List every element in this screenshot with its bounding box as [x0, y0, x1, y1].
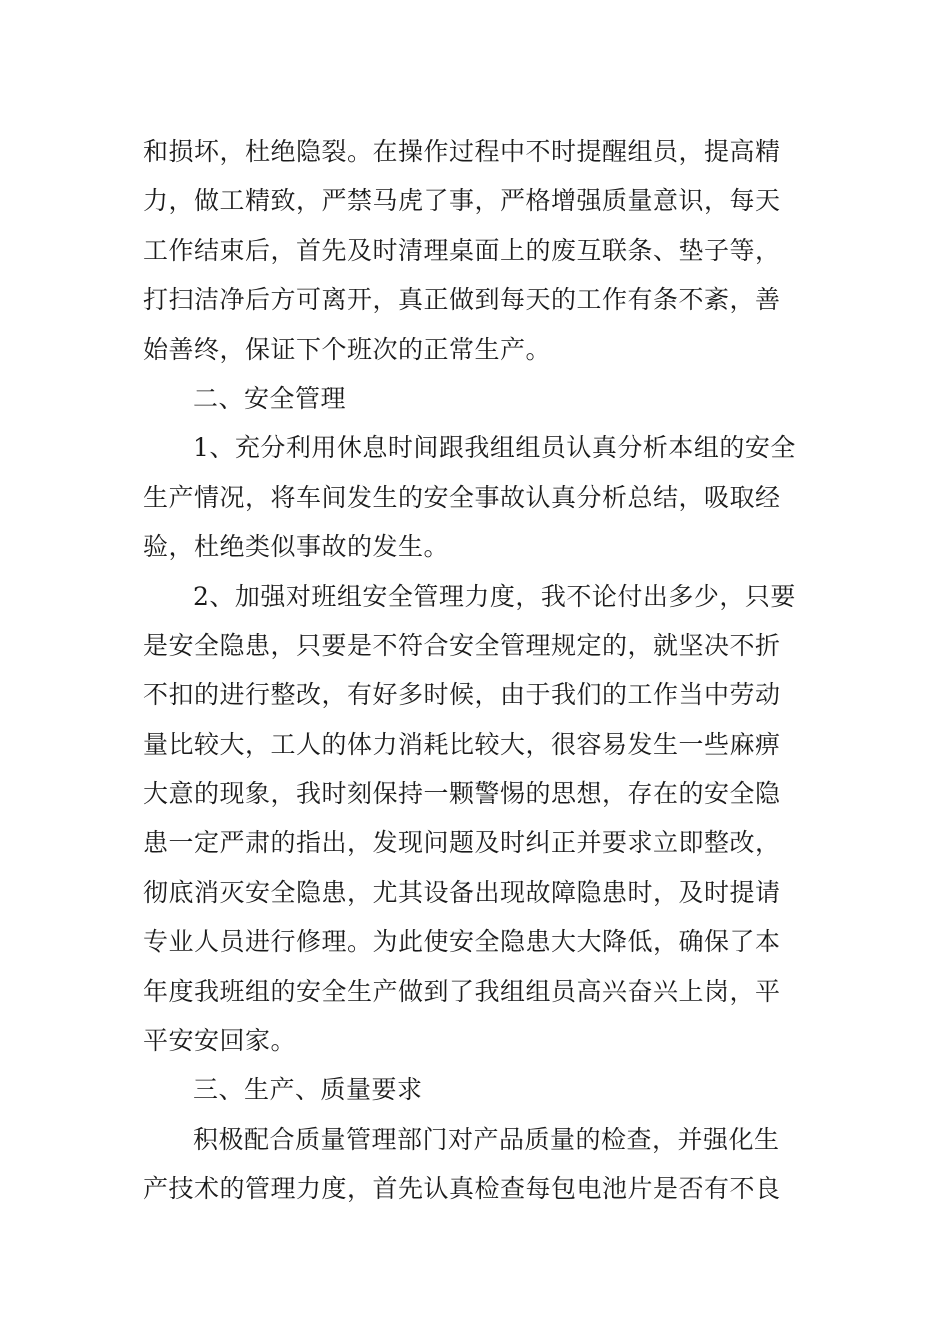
text-line: 彻底消灭安全隐患，尤其设备出现故障隐患时，及时提请	[143, 877, 781, 907]
text-line: 产技术的管理力度，首先认真检查每包电池片是否有不良	[143, 1174, 781, 1204]
document-body	[143, 127, 808, 1214]
text-line: 三、生产、质量要求	[193, 1075, 423, 1105]
text-line: 2、加强对班组安全管理力度，我不论付出多少，只要	[193, 581, 796, 611]
text-line: 打扫洁净后方可离开，真正做到每天的工作有条不紊，善	[143, 285, 781, 315]
text-line: 工作结束后，首先及时清理桌面上的废互联条、垫子等，	[143, 235, 781, 265]
text-line: 力，做工精致，严禁马虎了事，严格增强质量意识，每天	[143, 186, 781, 216]
text-line: 平安安回家。	[143, 1026, 297, 1056]
text-line: 专业人员进行修理。为此使安全隐患大大降低，确保了本	[143, 927, 781, 957]
text-line: 验，杜绝类似事故的发生。	[143, 532, 450, 562]
text-line: 始善终，保证下个班次的正常生产。	[143, 334, 552, 364]
text-line: 二、安全管理	[193, 383, 347, 413]
text-line: 不扣的进行整改，有好多时候，由于我们的工作当中劳动	[143, 680, 781, 710]
text-line: 是安全隐患，只要是不符合安全管理规定的，就坚决不折	[143, 630, 781, 660]
text-line: 年度我班组的安全生产做到了我组组员高兴奋兴上岗，平	[143, 976, 781, 1006]
text-line: 积极配合质量管理部门对产品质量的检查，并强化生	[193, 1124, 780, 1154]
text-line: 1、充分利用休息时间跟我组组员认真分析本组的安全	[193, 433, 796, 463]
text-line: 量比较大，工人的体力消耗比较大，很容易发生一些麻痹	[143, 729, 781, 759]
text-line: 和损坏，杜绝隐裂。在操作过程中不时提醒组员，提高精	[143, 137, 781, 166]
text-line: 生产情况，将车间发生的安全事故认真分析总结，吸取经	[143, 482, 781, 512]
text-line: 大意的现象，我时刻保持一颗警惕的思想，存在的安全隐	[143, 779, 781, 809]
text-line: 患一定严肃的指出，发现问题及时纠正并要求立即整改，	[143, 828, 781, 858]
